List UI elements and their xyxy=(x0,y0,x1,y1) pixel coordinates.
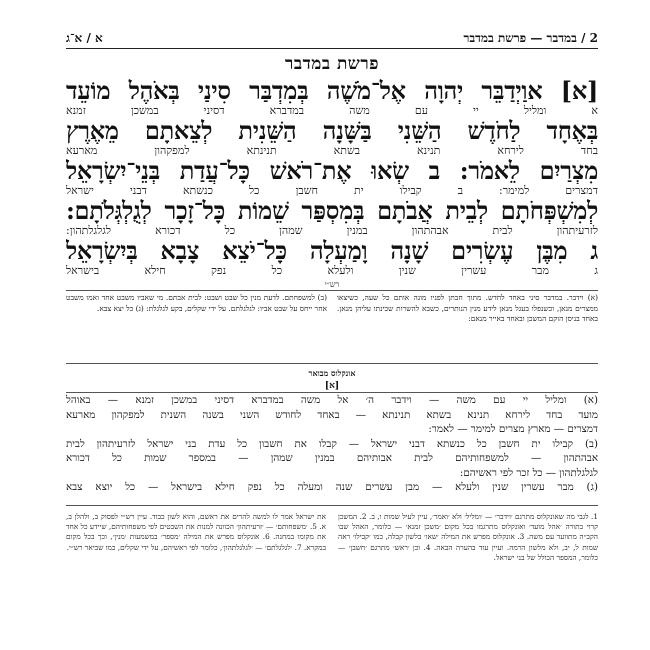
targum-line: לזרעיתהון לבית אבהתהון במנין שמהן כל דכורא לגלגלתהון: xyxy=(66,224,598,237)
verse-line: בְּאֶחָד לַחֹדֶשׁ הַשֵּׁנִי בַּשָּׁנָה הַשֵּׁנִית לְצֵאתָם מֵאֶרֶץ xyxy=(66,118,598,144)
onkelos-line: אבהתהון — למשפחותיהם לבית אבותיהם במנין שמהן — במספר שמות כל דכורא xyxy=(66,452,598,464)
targum-line: דמצרים למימר: ב קבילו ית חשבן כל כנשתא דבני ישראל xyxy=(66,184,598,197)
targum-line: בחד לירחא תנינא בשתא תנינתא למפקהון מארעא xyxy=(66,144,598,157)
onkelos-line: (ג) מבר עשרין שנין ולעלא — מבן עשרים שנה ומעלה כל נפק חילא בישראל — כל יוצא צבא xyxy=(66,481,598,493)
onkelos-explained xyxy=(66,392,598,506)
verse-block xyxy=(66,158,598,197)
verse-line: [א] אוַיְדַבֵּר יְהוָה אֶל־מֹשֶׁה בְּמִדְבַּר סִינַי בְּאֹהֶל מוֹעֵד xyxy=(66,78,598,104)
running-head-left: א / א־ג xyxy=(66,31,103,45)
verse-block xyxy=(66,238,598,277)
onkelos-line: לגלגלתהון — כל זכר לפי ראשיהם: xyxy=(459,466,598,479)
onkelos-title: אונקלוס מבואר xyxy=(308,368,356,378)
running-head-right: 2 / במדבר — פרשת במדבר xyxy=(463,31,598,45)
onkelos-line: (ב) קבילו ית חשבן כל כנשתא דבני ישראל — קבלו את חשבון כל עדת בני ישראל לזרעיתהון לבית xyxy=(66,437,598,450)
rashi-commentary xyxy=(66,290,598,364)
onkelos-line: מועד בחד לירחא תנינא בשתא תנינתא — באחד לחודש השני בשנה השנית למפקהון מארעא xyxy=(66,408,598,421)
footnotes-column-left: את ישראל אמר לו למשה להרים את ראשם, והוא לשון כבוד. עיין רש״י לפסוק ב, ולהלן ב, א. 5. ׳משפחותם׳ — ׳זרעיתהון׳ הכוונה למנות את השבטים לפי משפחותיהם, שיידע כל אחד את מקומו במחנה. 6. אונקלוס מפרש את המילה ׳מספר׳ במשמעות ׳מנין׳, וכך בכל מקום במקרא. 7. ׳לגלגלתם׳ — ׳לגלגלתהון׳, כלומר לפי ראשיהם, על ידי שקלים, כמו שביאר רש״י. xyxy=(66,512,326,552)
onkelos-line: דמצרים — מארץ מצרים למימר — לאמר: xyxy=(428,423,598,435)
verse-block xyxy=(66,198,598,237)
verse-line: לְמִשְׁפְּחֹתָם לְבֵית אֲבֹתָם בְּמִסְפַּר שֵׁמוֹת כָּל־זָכָר לְגֻלְגְּלֹתָם: xyxy=(66,198,598,224)
verse-line: מִצְרַיִם לֵאמֹר: ב שְׂאוּ אֶת־רֹאשׁ כָּל־עֲדַת בְּנֵי־יִשְׂרָאֵל xyxy=(66,158,598,184)
parasha-title: פרשת במדבר xyxy=(285,54,379,74)
running-head xyxy=(66,24,598,49)
verse-block xyxy=(66,78,598,117)
onkelos-verse-marker: [א] xyxy=(324,381,340,391)
page xyxy=(66,24,598,636)
onkelos-line: (א) ומליל יי עם משה — וידבר ה׳ אל משה במדברא דסיני במשכן זמנא — באוהל xyxy=(66,394,598,406)
verse-block xyxy=(66,118,598,157)
rashi-label: רש״י xyxy=(324,280,340,289)
verse-line: ג מִבֶּן עֶשְׂרִים שָׁנָה וָמַעְלָה כָּל־יֹצֵא צָבָא בְּיִשְׂרָאֵל xyxy=(66,238,598,264)
footnotes-column-right: 1. לגבי מה שאונקלוס מתרגם ׳וידבר׳ — ׳ומליל׳ ולא ׳ואמר׳, עיין לעיל שמות ו, ב. 2. המשכן קרוי בתורה ׳אהל מועד׳ ואונקלוס מתרגמו בכל מקום ׳משכן זמנא׳ — כלומר, האהל שבו הקב״ה מתוועד עם משה. 3. אונקלוס מפרש את המילה ׳שאו׳ בלשון קבלה, כמו ׳קבילו׳ ראה שמות ל, יב, ולא מלשון הרמה. ועיין עוד בהערה הבאה. 4. וכן ׳ראש׳ מתרגם ׳חשבן׳ — כלומר, המספר הכולל של בני ישראל. xyxy=(338,512,598,562)
targum-line: א ומליל יי עם משה במדברא דסיני במשכן זמנא xyxy=(66,104,598,117)
targum-line: ג מבר עשרין שנין ולעלא כל נפק חילא בישראל xyxy=(66,264,598,277)
rashi-column-left: (ב) למשפחתם. לדעת מנין כל שבט ושבט: לבית אבתם. מי שאביו משבט אחד ואמו משבט אחר ייחס על שבט אביו: לגלגלתם. על ידי שקלים, בקע לגלגלת: (ג) כל יצא צבא. xyxy=(66,293,327,313)
footnotes xyxy=(66,512,598,636)
rashi-column-right: (א) וידבר. במדבר סיני באחד לחדש. מתוך חבתן לפניו מונה אותם כל שעה, כשיצאו ממצרים מנאן, וכשנפלו בעגל מנאן לידע מנין הנותרים, כשבא להשרות שכינתו עליהן מנאן. באחד בניסן הוקם המשכן ובאחד באייר מנאם: xyxy=(337,293,598,323)
